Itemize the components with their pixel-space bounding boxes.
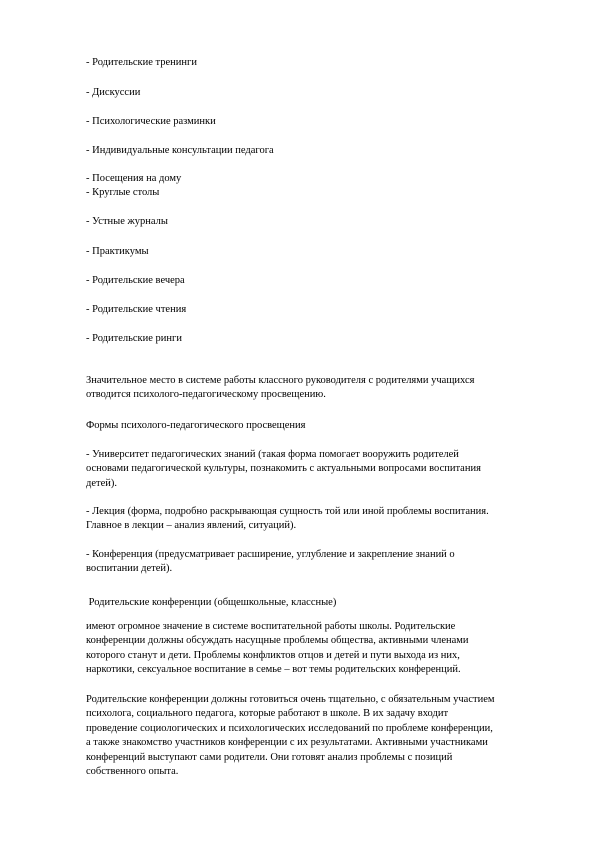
paragraph-line: детей). bbox=[86, 477, 117, 489]
paragraph-line: - Университет педагогических знаний (такая форма помогает вооружить родителей bbox=[86, 449, 459, 460]
paragraph-line: основами педагогической культуры, познакомить с актуальными вопросами воспитания bbox=[86, 463, 481, 475]
preparation-paragraph bbox=[86, 693, 546, 779]
paragraph-line: отводится психолого-педагогическому просвещению. bbox=[86, 389, 326, 401]
paragraph-line: - Конференция (предусматривает расширение, углубление и закрепление знаний о bbox=[86, 549, 455, 560]
list-item: - Родительские чтения bbox=[86, 304, 187, 315]
list-item: - Родительские ринги bbox=[86, 333, 182, 344]
paragraph-line: Родительские конференции должны готовиться очень тщательно, с обязательным участием bbox=[86, 694, 495, 705]
list-item: - Родительские тренинги bbox=[86, 57, 197, 68]
lecture-paragraph bbox=[86, 505, 546, 534]
paragraph-line: собственного опыта. bbox=[86, 766, 179, 778]
paragraph-line: проведение социологических и психологических исследований по проблеме конференции, bbox=[86, 722, 493, 734]
list-item: - Устные журналы bbox=[86, 216, 168, 227]
paragraph-line: - Лекция (форма, подробно раскрывающая сущность той или иной проблемы воспитания. bbox=[86, 506, 489, 517]
importance-paragraph bbox=[86, 620, 546, 678]
list-item: - Практикумы bbox=[86, 246, 149, 257]
list-item: - Родительские вечера bbox=[86, 275, 185, 286]
university-paragraph bbox=[86, 448, 546, 491]
conference-paragraph bbox=[86, 548, 546, 577]
paragraph-line: имеют огромное значение в системе воспитательной работы школы. Родительские bbox=[86, 621, 456, 632]
paragraph-line: наркотики, сексуальное воспитание в семье – вот темы родительских конференций. bbox=[86, 664, 461, 676]
intro-paragraph bbox=[86, 374, 546, 403]
paragraph-line: конференции должны обсуждать насущные проблемы общества, активными членами bbox=[86, 635, 469, 647]
list-item: - Посещения на дому bbox=[86, 173, 182, 184]
list-item: - Дискуссии bbox=[86, 87, 141, 98]
paragraph-line: Главное в лекции – анализ явлений, ситуаций). bbox=[86, 520, 297, 532]
list-item: - Круглые столы bbox=[86, 187, 160, 198]
paragraph-line: которого станут и дети. Проблемы конфликтов отцов и детей и пути выхода из них, bbox=[86, 649, 460, 661]
paragraph-line: Значительное место в системе работы классного руководителя с родителями учащихся bbox=[86, 375, 475, 386]
list-item: - Психологические разминки bbox=[86, 116, 216, 127]
paragraph-line: а также знакомство участников конференции с их результатами. Активными участниками bbox=[86, 737, 488, 749]
list-item: - Индивидуальные консультации педагога bbox=[86, 145, 274, 156]
section-heading: Формы психолого-педагогического просвещения bbox=[86, 420, 306, 431]
paragraph-line: конференций выступают сами родители. Они готовят анализ проблемы с позиций bbox=[86, 751, 453, 763]
parent-conferences-heading: Родительские конференции (общешкольные, классные) bbox=[86, 597, 337, 608]
paragraph-line: психолога, социального педагога, которые работают в школе. В их задачу входит bbox=[86, 708, 449, 720]
paragraph-line: воспитании детей). bbox=[86, 563, 173, 575]
